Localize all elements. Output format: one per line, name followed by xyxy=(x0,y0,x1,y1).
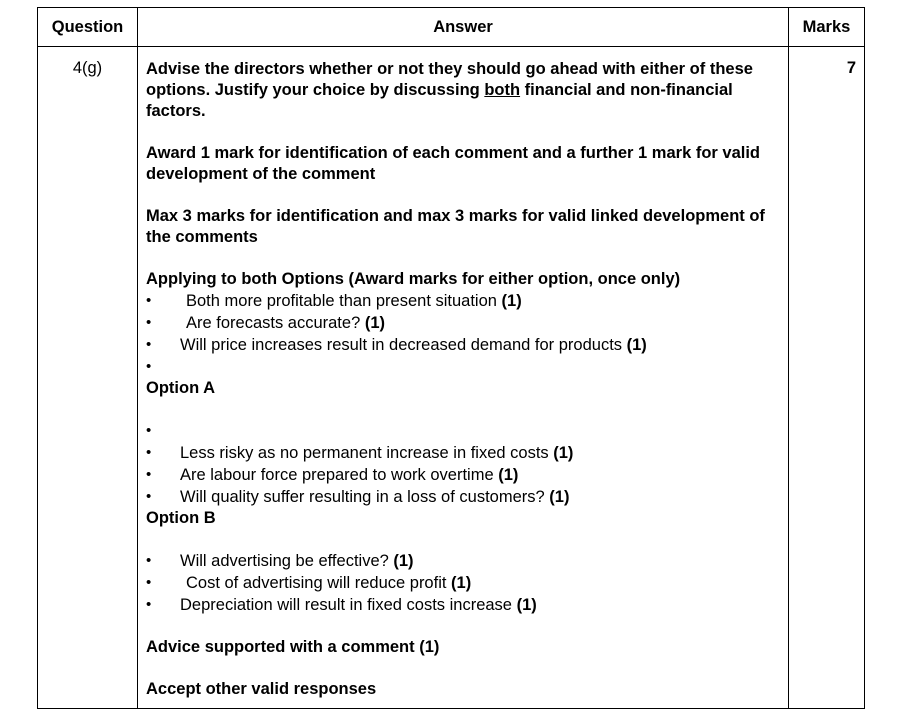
marks-value: 7 xyxy=(789,47,865,709)
list-item-text: Will advertising be effective? xyxy=(180,552,389,570)
list-item-text: Are forecasts accurate? xyxy=(186,314,361,332)
list-item xyxy=(146,572,780,594)
question-row xyxy=(38,47,865,709)
option-b-title: Option B xyxy=(146,509,216,527)
list-item xyxy=(146,594,780,616)
list-item-text: Less risky as no permanent increase in fixed costs xyxy=(180,444,549,462)
list-item-mark: (1) xyxy=(364,314,386,332)
prompt-text-end: financial and non-financial factors. xyxy=(146,81,733,120)
list-item xyxy=(146,334,780,356)
instruction-award: Award 1 mark for identification of each comment and a further 1 mark for valid development of the comment xyxy=(146,144,761,183)
list-item-text: Depreciation will result in fixed costs increase xyxy=(180,596,512,614)
header-row xyxy=(38,8,865,47)
list-item-text: Both more profitable than present situation xyxy=(186,292,497,310)
list-item xyxy=(146,290,780,312)
list-item xyxy=(146,312,780,334)
question-prompt xyxy=(146,59,780,122)
empty-bullet xyxy=(146,356,780,378)
option-b-list xyxy=(146,550,780,616)
list-item-text: Will price increases result in decreased demand for products xyxy=(180,336,623,354)
list-item-mark: (1) xyxy=(553,444,574,462)
header-question: Question xyxy=(38,8,138,47)
accept-note: Accept other valid responses xyxy=(146,680,377,698)
list-item-mark: (1) xyxy=(498,466,519,484)
list-item-text: Cost of advertising will reduce profit xyxy=(186,574,447,592)
list-item-mark: (1) xyxy=(516,596,537,614)
applying-heading: Applying to both Options (Award marks for either option, once only) xyxy=(146,270,681,288)
prompt-underlined-word: both xyxy=(484,81,521,99)
list-item xyxy=(146,464,780,486)
advice-note: Advice supported with a comment (1) xyxy=(146,638,440,656)
header-answer: Answer xyxy=(138,8,789,47)
answer-cell xyxy=(138,47,789,709)
prompt-text-start: Advise the directors whether or not they should go ahead with either of these options. Justify your choice by discussing xyxy=(146,60,753,99)
both-options-list xyxy=(146,290,780,378)
list-item-mark: (1) xyxy=(393,552,414,570)
list-item xyxy=(146,486,780,508)
list-item xyxy=(146,550,780,572)
instruction-max: Max 3 marks for identification and max 3 marks for valid linked development of the comments xyxy=(146,207,765,246)
mark-scheme-table xyxy=(37,7,865,709)
empty-bullet xyxy=(146,420,780,442)
list-item-mark: (1) xyxy=(501,292,522,310)
list-item-text: Will quality suffer resulting in a loss of customers? xyxy=(180,488,545,506)
list-item-mark: (1) xyxy=(549,488,570,506)
list-item-text: Are labour force prepared to work overtime xyxy=(180,466,494,484)
header-marks: Marks xyxy=(789,8,865,47)
question-number: 4(g) xyxy=(38,47,138,709)
option-a-list xyxy=(146,420,780,508)
option-a-title: Option A xyxy=(146,379,216,397)
list-item xyxy=(146,442,780,464)
list-item-mark: (1) xyxy=(451,574,472,592)
list-item-mark: (1) xyxy=(626,336,647,354)
